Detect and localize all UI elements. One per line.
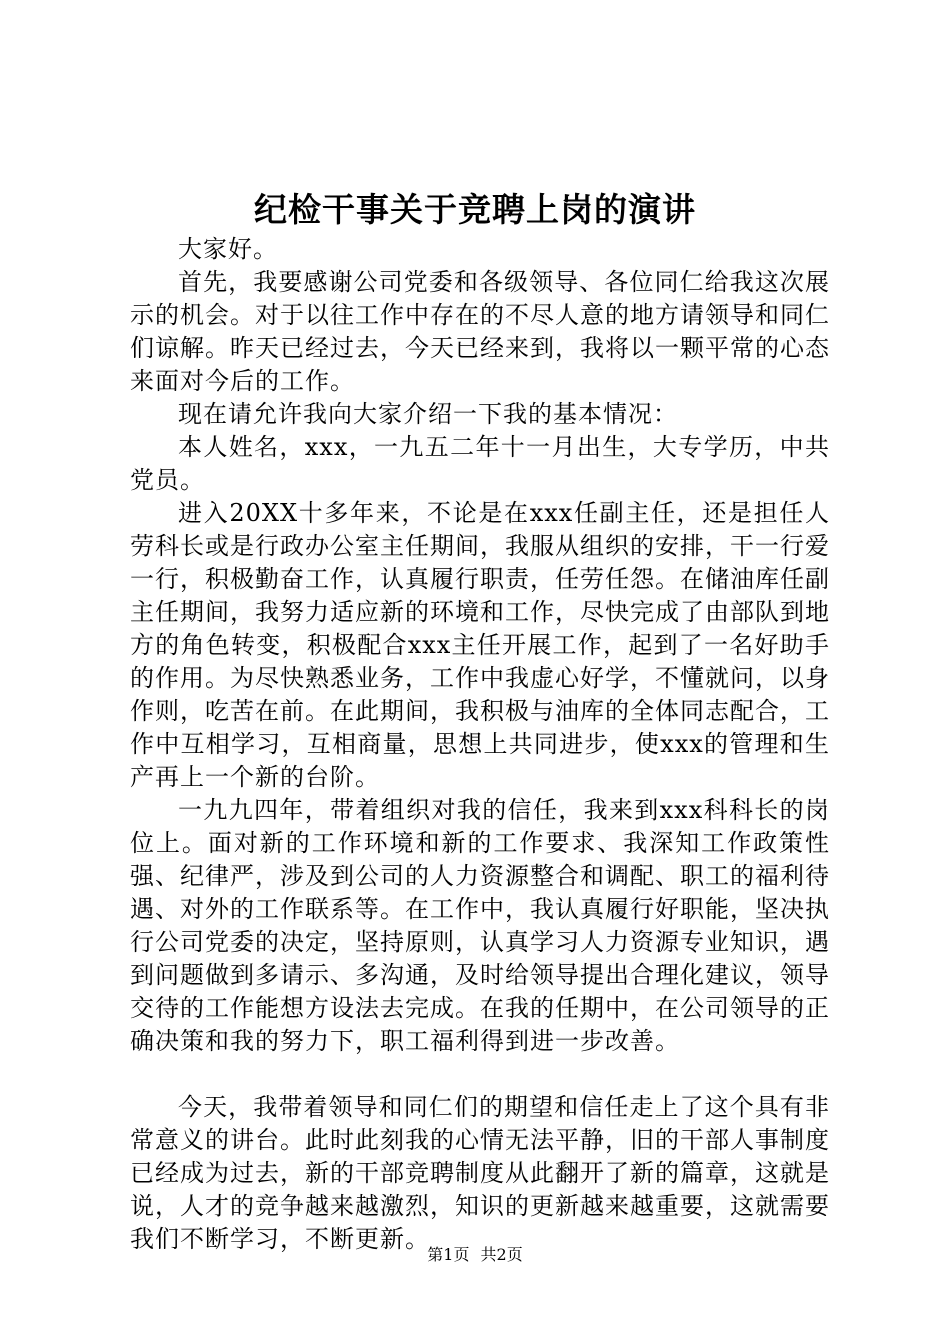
paragraph-thanks: 首先，我要感谢公司党委和各级领导、各位同仁给我这次展示的机会。对于以往工作中存在的不尽人意的地方请领导和同仁们谅解。昨天已经过去，今天已经来到，我将以一颗平常的心态来面对今后的工作。 bbox=[130, 268, 830, 395]
page-total: 共2页 bbox=[480, 1245, 523, 1264]
document-body bbox=[130, 233, 830, 1256]
paragraph-section-chief: 一九九四年，带着组织对我的信任，我来到xxx科科长的岗位上。面对新的工作环境和新的工作要求、我深知工作政策性强、纪律严，涉及到公司的人力资源整合和调配、职工的福利待遇、对外的工作联系等。在工作中，我认真履行好职能，坚决执行公司党委的决定，坚持原则，认真学习人力资源专业知识，遇到问题做到多请示、多沟通，及时给领导提出合理化建议，领导交待的工作能想方设法去完成。在我的任期中，在公司领导的正确决策和我的努力下，职工福利得到进一步改善。 bbox=[130, 796, 830, 1055]
paragraph-today: 今天，我带着领导和同仁们的期望和信任走上了这个具有非常意义的讲台。此时此刻我的心情无法平静，旧的干部人事制度已经成为过去，新的干部竞聘制度从此翻开了新的篇章，这就是说，人才的竞争越来越激烈，知识的更新越来越重要，这就需要我们不断学习，不断更新。 bbox=[130, 1093, 830, 1253]
paragraph-career-history: 进入20XX十多年来，不论是在xxx任副主任，还是担任人劳科长或是行政办公室主任期间，我服从组织的安排，干一行爱一行，积极勤奋工作，认真履行职责，任劳任怨。在储油库任副主任期间，我努力适应新的环境和工作，尽快完成了由部队到地方的角色转变，积极配合xxx主任开展工作，起到了一名好助手的作用。为尽快熟悉业务，工作中我虚心好学，不懂就问，以身作则，吃苦在前。在此期间，我积极与油库的全体同志配合，工作中互相学习，互相商量，思想上共同进步，使xxx的管理和生产再上一个新的台阶。 bbox=[130, 499, 830, 791]
page-number: 第1页 bbox=[427, 1245, 470, 1264]
paragraph-intro: 现在请允许我向大家介绍一下我的基本情况： bbox=[178, 400, 678, 428]
paragraph-personal-info: 本人姓名，xxx，一九五二年十一月出生，大专学历，中共党员。 bbox=[130, 433, 830, 494]
page-footer bbox=[0, 1244, 950, 1266]
document-title: 纪检干事关于竞聘上岗的演讲 bbox=[254, 190, 696, 229]
paragraph-greeting: 大家好。 bbox=[178, 235, 278, 263]
